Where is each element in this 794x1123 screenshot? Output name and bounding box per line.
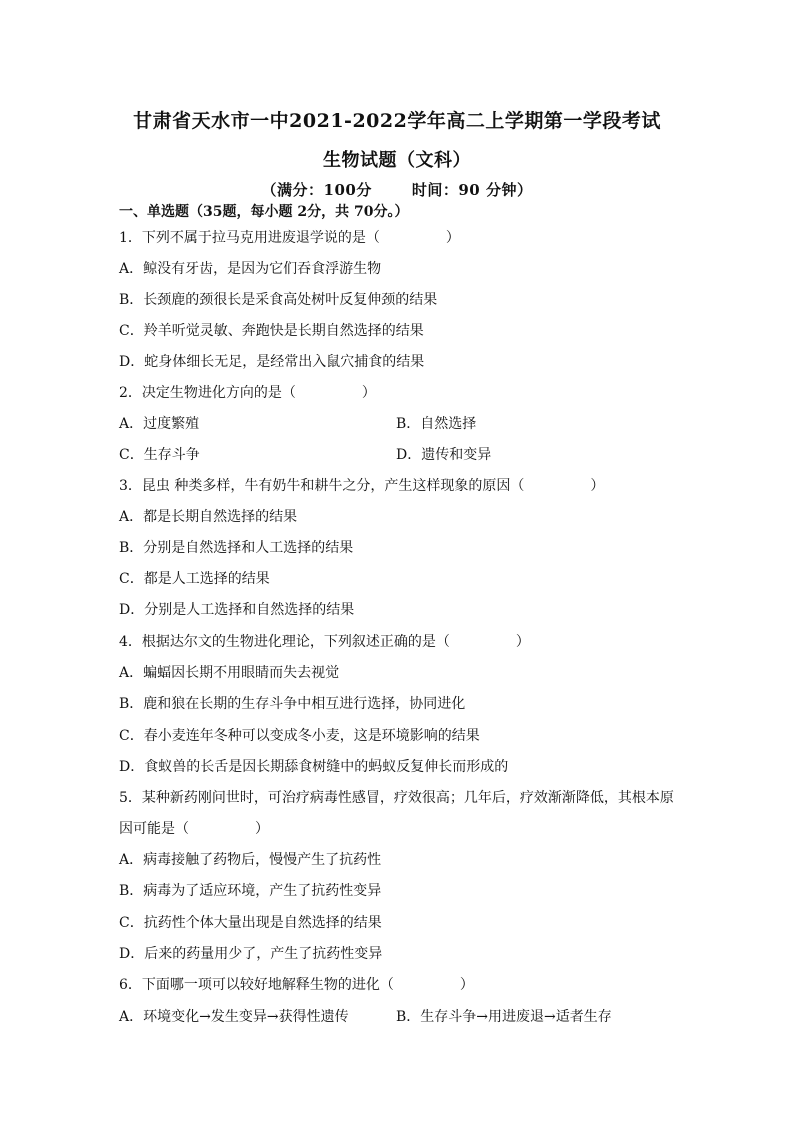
question-1 <box>119 229 460 247</box>
question-close: ） <box>445 230 460 246</box>
option-4a: A．蝙蝠因长期不用眼睛而失去视觉 <box>119 665 340 681</box>
option-1c: C．羚羊听觉灵敏、奔跑快是长期自然选择的结果 <box>119 323 424 339</box>
option-2b: B．自然选择 <box>396 416 477 432</box>
option-6b: B．生存斗争→用进废退→适者生存 <box>396 1009 612 1025</box>
option-3c: C．都是人工选择的结果 <box>119 571 270 587</box>
question-close: ） <box>361 385 376 401</box>
option-3a: A．都是长期自然选择的结果 <box>119 509 298 525</box>
question-stem: 3．昆虫 种类多样，牛有奶牛和耕牛之分，产生这样现象的原因（ <box>119 478 525 494</box>
full-score: （满分：100分 <box>261 181 372 199</box>
section-heading: 一、单选题（35题，每小题 2分，共 70分。） <box>119 204 409 220</box>
option-2c: C．生存斗争 <box>119 447 200 463</box>
option-1d: D．蛇身体细长无足，是经常出入鼠穴捕食的结果 <box>119 354 425 370</box>
question-close: ） <box>515 634 530 650</box>
question-stem-cont: 因可能是（ <box>119 821 189 837</box>
option-5b: B．病毒为了适应环境，产生了抗药性变异 <box>119 883 382 899</box>
option-3d: D．分别是人工选择和自然选择的结果 <box>119 602 355 618</box>
exam-info <box>0 179 794 200</box>
option-5c: C．抗药性个体大量出现是自然选择的结果 <box>119 915 382 931</box>
option-4d: D．食蚁兽的长舌是因长期舔食树缝中的蚂蚁反复伸长而形成的 <box>119 759 509 775</box>
question-stem: 1．下列不属于拉马克用进废退学说的是（ <box>119 230 380 246</box>
question-close: ） <box>459 977 474 993</box>
question-close: ） <box>590 478 605 494</box>
question-2 <box>119 384 376 402</box>
question-close: ） <box>255 821 269 837</box>
exam-subtitle: 生物试题（文科） <box>323 150 471 171</box>
option-3b: B．分别是自然选择和人工选择的结果 <box>119 540 354 556</box>
question-4 <box>119 633 530 651</box>
option-2a: A．过度繁殖 <box>119 416 200 432</box>
option-2d: D．遗传和变异 <box>396 447 492 463</box>
option-1b: B．长颈鹿的颈很长是采食高处树叶反复伸颈的结果 <box>119 292 438 308</box>
question-5: 5．某种新药刚问世时，可治疗病毒性感冒，疗效很高；几年后，疗效渐渐降低，其根本原 <box>119 790 674 806</box>
option-6a: A．环境变化→发生变异→获得性遗传 <box>119 1009 349 1025</box>
option-1a: A．鲸没有牙齿，是因为它们吞食浮游生物 <box>119 261 382 277</box>
question-5-cont <box>119 820 269 838</box>
option-4c: C．春小麦连年冬种可以变成冬小麦，这是环境影响的结果 <box>119 728 480 744</box>
exam-title: 甘肃省天水市一中2021-2022学年高二上学期第一学段考试 <box>133 110 661 132</box>
option-5a: A．病毒接触了药物后，慢慢产生了抗药性 <box>119 852 382 868</box>
question-6 <box>119 976 474 994</box>
question-stem: 6．下面哪一项可以较好地解释生物的进化（ <box>119 977 394 993</box>
option-4b: B．鹿和狼在长期的生存斗争中相互进行选择，协同进化 <box>119 696 466 712</box>
question-3 <box>119 477 604 495</box>
exam-time: 时间：90 分钟） <box>411 181 533 199</box>
option-5d: D．后来的药量用少了，产生了抗药性变异 <box>119 946 383 962</box>
question-stem: 2．决定生物进化方向的是（ <box>119 385 296 401</box>
question-stem: 4．根据达尔文的生物进化理论，下列叙述正确的是（ <box>119 634 450 650</box>
